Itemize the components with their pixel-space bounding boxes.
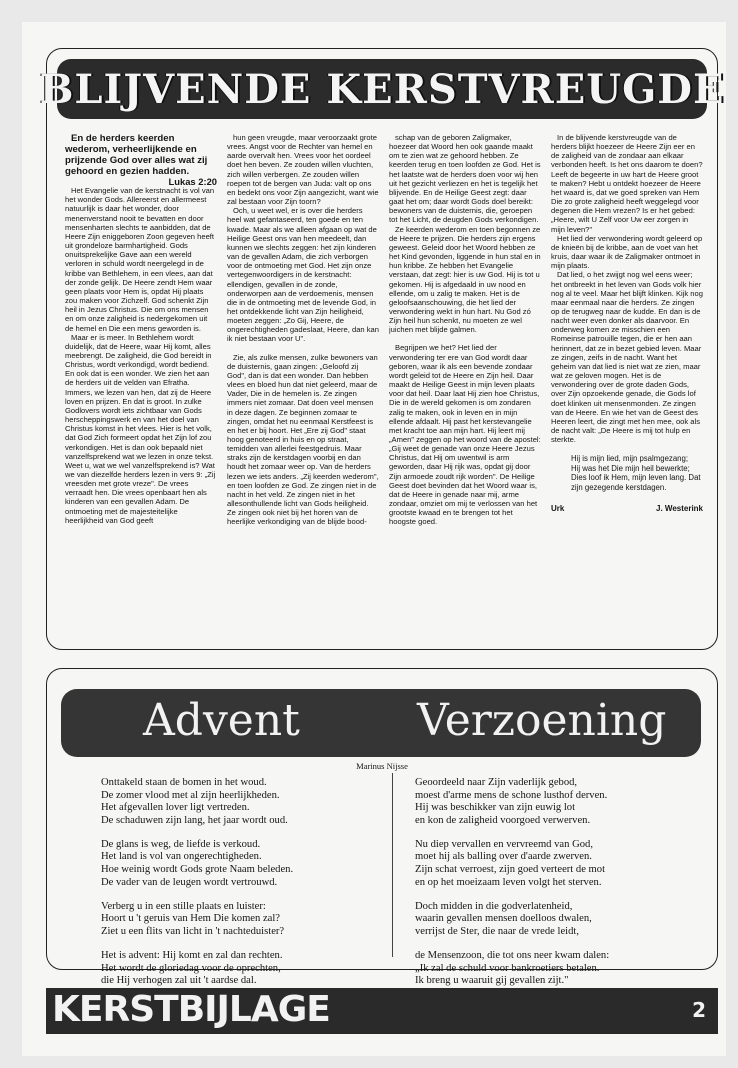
page-number: 2 bbox=[692, 998, 706, 1022]
poem-line: die Hij verhogen zal uit 't aardse dal. bbox=[101, 975, 257, 987]
poem-line: Hij was beschikker van zijn euwig lot bbox=[415, 802, 576, 814]
poem-line: en op het moeizaam leven volgt het sterven. bbox=[415, 876, 602, 888]
poem-line: de Mensenzoon, die tot ons neer kwam dalen: bbox=[415, 950, 610, 962]
poem-line: Ik breng u waaruit gij gevallen zijt." bbox=[415, 975, 569, 987]
footer-banner bbox=[46, 988, 718, 1034]
poem-divider bbox=[392, 773, 393, 957]
article-lead: En de herders keerden wederom, verheerlijkende en prijzende God over alles wat zij gehoord en gezien hadden. bbox=[65, 133, 208, 177]
poem-line: De schaduwen zijn lang, het jaar wordt oud. bbox=[101, 814, 288, 826]
poems-frame bbox=[46, 668, 718, 987]
poem-line: Het afgevallen lover ligt vertreden. bbox=[101, 802, 250, 814]
article-column-2 bbox=[227, 133, 379, 638]
poems-banner bbox=[61, 689, 701, 757]
poem-line: en kon de zaligheid voorgoed verwerven. bbox=[415, 814, 591, 826]
signoff-place: Urk bbox=[551, 503, 565, 513]
article-frame bbox=[39, 48, 725, 650]
poem-line: Zijn schat verroest, zijn goed verteert de mot bbox=[415, 864, 606, 876]
poem-line: „Ik zal de schuld voor bankroetiers betalen. bbox=[415, 962, 600, 974]
signoff-author: J. Westerink bbox=[656, 503, 703, 513]
paragraph: Maar er is meer. In Bethlehem wordt duidelijk, dat de Heere, waar Hij komt, alles meebrengt. De zaligheid, die God bereidt in Christus, wordt verkondigd, wordt bediend. En ook dat is een wonder. We zien het aan de herders uit de velden van Efratha. Immers, we lezen van hen, dat zij de Heere loven en prijzen. En dat is groot. In zulke Godlovers wordt iets zichtbaar van Gods herscheppingswerk en van het doel van Christus komst in het vlees. Hier is het volk, dat God Zich formeert opdat het Zijn lof zou verkondigen. Het is dan ook bepaald niet vanzelfsprekend wat we lezen in onze tekst. Weet u, wat we wel vanzelfsprekend is? Wat we van diezelfde herders lezen in vers 9: „Zij vreesden met grote vreze". De vrees verraadt hen. Die vrees openbaart hen als kinderen van een gevallen Adam. De ontmoeting met de majesteitelijke heerlijkheid van God geeft bbox=[65, 332, 216, 525]
poem-line: Verberg u in een stille plaats en luister: bbox=[101, 900, 266, 912]
article-column-4 bbox=[551, 133, 703, 638]
poem-title-verzoening: Verzoening bbox=[417, 695, 667, 746]
stanza bbox=[415, 901, 609, 939]
verse-reference: Lukas 2:20 bbox=[168, 176, 217, 187]
poem-line: Doch midden in die godverlatenheid, bbox=[415, 900, 573, 912]
article-column-3 bbox=[389, 133, 541, 638]
poem-line: Hoe weinig wordt Gods grote Naam beleden. bbox=[101, 864, 294, 876]
article-signoff bbox=[551, 504, 703, 513]
newspaper-page bbox=[22, 22, 726, 1056]
poem-line: De zomer vlood met al zijn heerlijkheden. bbox=[101, 789, 280, 801]
paragraph: Dat lied, o het zwijgt nog wel eens weer; het ontbreekt in het leven van Gods volk hier nog al te veel. Maar het blijft klinken. Kijk nog maar eenmaal naar die herders. Ze zingen op de terugweg naar de kudde. En dan is de nacht weer even donker als daarvoor. En onderweg komen ze misschien een Romeinse patrouille tegen, die er hen aan herinnert, dat ze in bezet gebied leven. Maar ze zingen, zeifs in de nacht. Want het geheim van dat lied is niet wat ze zien, maar wat ze geloven mogen. Het is de verwondering over de grote daden Gods, over Zijn opzoekende genade, die Gods lof doet klinken uit mensenmonden. Ze zingen van de Heere. En wie het van de Geest des Heeren leert, die zingt met hen mee, ook als de nacht valt: „De Heere is mij tot hulp en sterkte. bbox=[551, 270, 703, 445]
paragraph: Zie, als zulke mensen, zulke bewoners van de duisternis, gaan zingen: „Geloofd zij God", dan is dat een wonder. Dan hebben vlees en bloed hun dat niet geleerd, maar de Vader, Die in de hemelen is. Ze zingen immers niet zomaar. Dat doen veel mensen in deze dagen. Ze beginnen zomaar te zingen, omdat het nu eenmaal Kerstfeest is en het er bij hoort. Het „Ere zij God" staat hoog genoteerd in huis en op straat, temidden van allerlei feestgedruis. Maar straks zijn de kerstdagen voorbij en dan houdt het zomaar weer op. Van de herders lezen we iets anders. „Zij keerden wederom", en toen loofden ze God. Ze zingen niet in de nacht in het veld. Ze zingen niet in het allesonthullende licht van Gods heiligheid. Ze zingen ook niet bij het horen van de heerlijke verkondiging van de blijde bood- bbox=[227, 352, 379, 527]
paragraph: Het lied der verwondering wordt geleerd op de knieën bij de kribbe, aan de voet van het kruis, daar waar ik de Zaligmaker ontmoet in mijn plaats. bbox=[551, 233, 703, 271]
article-column-1 bbox=[65, 133, 217, 638]
poem-line: moet hij als balling over d'aarde zwerven. bbox=[415, 851, 592, 863]
poem-line: Geoordeeld naar Zijn vaderlijk gebod, bbox=[415, 777, 578, 788]
paragraph: Begrijpen we het? Het lied der verwondering ter ere van God wordt daar geboren, waar ik als een bevende zondaar wordt geleid tot de Heere en Zijn heil. Daar maakt de Heilige Geest in mijn leven plaats voor dat heil. Daar laat Hij zien hoe Christus, Die in de wereld gekomen is om zondaren zalig te maken, ook in leven en in mijn ellende afdaalt. Hij past het kerstevangelie met kracht toe aan mijn hart. Hij leert mij „Amen" zeggen op het woord van de apostel: „Gij weet de genade van onze Heere Jezus Christus, dat Hij om uwentwil is arm geworden, daar Hij rijk was, opdat gij door Zijn armoede zoudt rijk worden". De Heilige Geest doet bevinden dat het Woord waar is, dat de Heere in genade naar mij, arme zondaar, omziet om mij te verlossen van het grootste kwaad en te brengen tot het hoogste goed. bbox=[389, 343, 541, 527]
stanza bbox=[415, 777, 609, 827]
paragraph: schap van de geboren Zaligmaker, hoezeer dat Woord hen ook gaande maakt om te zien wat ze gehoord hebben. Ze keerden terug en toen loofden ze God. Het is het laatste wat de herders doen voor wij hen uit het gezicht verliezen en het is tegelijk het blijvende. En de Heilige Geest zegt: daar gaat het om; daar wordt Gods doel bereikt: bewoners van de duisternis, die, geroepen tot het Licht, de deugden Gods verkondigen. bbox=[389, 133, 541, 225]
section-title: KERSTBIJLAGE bbox=[52, 989, 330, 1030]
stanza bbox=[101, 777, 293, 827]
headline-banner bbox=[39, 59, 725, 119]
poem-line: Het land is vol van ongerechtigheden. bbox=[101, 851, 262, 863]
article-headline: BLIJVENDE KERSTVREUGDE bbox=[39, 65, 725, 113]
stanza bbox=[101, 901, 293, 939]
poem-line: Onttakeld staan de bomen in het woud. bbox=[101, 777, 267, 788]
poem-line: Nu diep vervallen en vervreemd van God, bbox=[415, 838, 593, 850]
poem-advent bbox=[101, 777, 293, 999]
poem-author: Marinus Nijsse bbox=[356, 761, 408, 771]
psalm-quote bbox=[571, 454, 703, 492]
poem-line: De vader van de leugen wordt vertrouwd. bbox=[101, 876, 278, 888]
psalm-line: Dies loof ik Hem, mijn leven lang. Dat zijn gezegende kerstdagen. bbox=[571, 473, 701, 492]
paragraph: In de blijvende kerstvreugde van de herders blijkt hoezeer de Heere Zijn eer en de zaligheid van de zondaar aan elkaar verbonden heeft. Is het ons daarom te doen? Leeft de begeerte in uw hart de Heere groot te maken? Hebt u ontdekt hoezeer de Heere het waard is, dat we goed spreken van Hem Die zo grote zaligheid heeft weggelegd voor degenen die Hem vrezen? Is er het gebed: „Heere, wilt U Zelf voor Uw eer zorgen in mijn leven?" bbox=[551, 133, 703, 234]
paragraph: Ze keerden wederom en toen begonnen ze de Heere te prijzen. Die herders zijn ergens geweest. Geleid door het Woord hebben ze het Kind gevonden, liggende in hun stal en in hun kribbe. Ze hebben het Evangelie verstaan, dat zegt: hier is uw God. Hij is tot u gekomen. Hij is afgedaald in uw nood en ellende, om u zalig te maken. Het is de geloofsaanschouwing, die het lied der verwondering wekt in hun hart. Nu God zó Zijn heil hun schenkt, nu moeten ze wel juichen met blijde galmen. bbox=[389, 224, 541, 335]
poem-verzoening bbox=[415, 777, 609, 999]
paragraph: Och, u weet wel, er is over die herders heel wat gefantaseerd, ten goede en ten kwade. Maar als we alleen afgaan op wat de Heilige Geest ons van hen meedeelt, dan kunnen we slechts zeggen: het zijn kinderen van de gevallen Adam, die zich verborgen voor de ontmoeting met God. Het zijn onze vertegenwoordigers in de kerstnacht: ellendigen, gevallen in de zonde, onderworpen aan de verdoemenis, mensen die in de ontmoeting met de levende God, in het ontdekkende licht van Zijn heiligheid, moeten zeggen: „Zo Gij, Heere, de ongerechtigheden gadeslaat, Heere, dan kan ik niet bestaan voor U". bbox=[227, 206, 379, 344]
poem-title-advent: Advent bbox=[143, 695, 300, 746]
stanza bbox=[415, 950, 609, 988]
paragraph: hun geen vreugde, maar veroorzaakt grote vrees. Angst voor de Rechter van hemel en aarde overvalt hen. Vrees voor het oordeel doet hen beven. Ze zouden willen vluchten, zich willen verbergen. Ze zouden willen roepen tot de bergen van Juda: valt op ons en bedekt ons voor Zijn aangezicht, want wie zal bestaan voor Zijn toorn? bbox=[227, 133, 379, 207]
stanza bbox=[101, 950, 293, 988]
stanza bbox=[415, 839, 609, 889]
poem-line: De glans is weg, de liefde is verkoud. bbox=[101, 838, 261, 850]
psalm-line: Hij was het Die mijn heil bewerkte; bbox=[571, 463, 690, 473]
stanza bbox=[101, 839, 293, 889]
psalm-line: Hij is mijn lied, mijn psalmgezang; bbox=[571, 454, 688, 464]
poem-line: verrijst de Ster, die naar de vrede leidt, bbox=[415, 925, 580, 937]
poem-line: waarin gevallen mensen doelloos dwalen, bbox=[415, 913, 592, 925]
poem-line: Het is advent: Hij komt en zal dan rechten. bbox=[101, 950, 283, 962]
poem-line: Hoort u 't geruis van Hem Die komen zal? bbox=[101, 913, 281, 925]
poem-line: Het wordt de gloriedag voor de oprechten, bbox=[101, 962, 281, 974]
poem-line: moest d'arme mens de schone lusthof derven. bbox=[415, 789, 608, 801]
poem-line: Ziet u een flits van licht in 't nachteduister? bbox=[101, 925, 285, 937]
paragraph: Het Evangelie van de kerstnacht is vol van het wonder Gods. Allereerst en allermeest natuurlijk is daar het wonder, door menenverstand nooit te bevatten en door mensenharten slechts te aanbidden, dat de Heere Zijn eniggeboren Zoon gegeven heeft uit grondeloze barmhartigheid. Gods onuitsprekelijke Gave aan een wereld verloren in schuld wordt neergelegd in de kribbe van Bethlehem, in een vlees, aan dat der zonde gelijk. De Heere zendt Hem waar geen plaats voor Hem is, opdat Hij plaats zou maken voor Zichzelf. God schenkt Zijn heil in Jezus Christus. Die om ons mensen en om onze zaligheid is nedergekomen uit de hemel en Die een mens geworden is. bbox=[65, 186, 215, 333]
